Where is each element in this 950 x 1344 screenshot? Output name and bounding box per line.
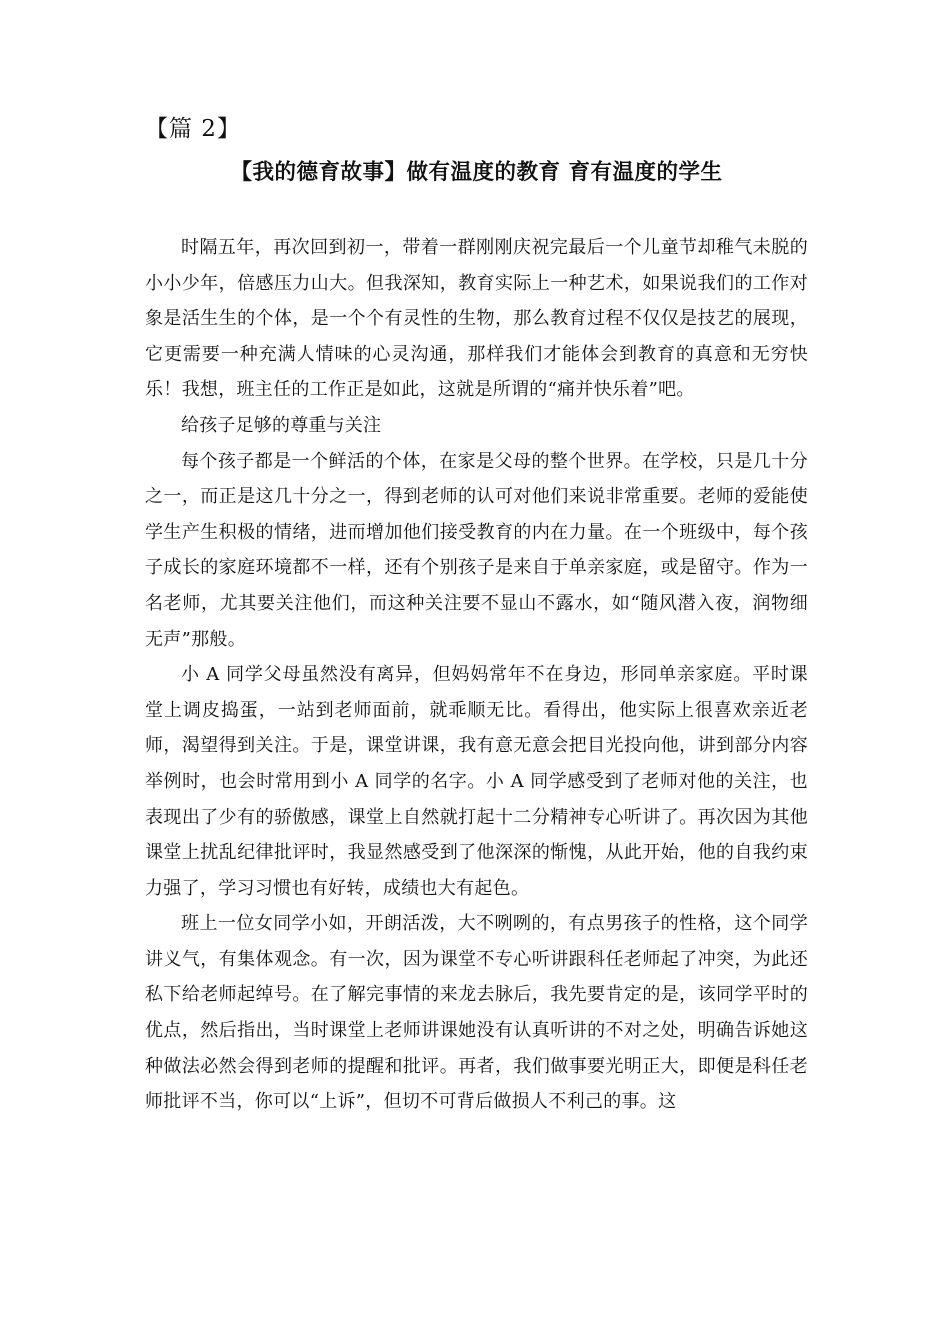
paragraph-student-a: 小 A 同学父母虽然没有离异，但妈妈常年不在身边，形同单亲家庭。平时课堂上调皮捣蛋，一站到老师面前，就乖顺无比。看得出，他实际上很喜欢亲近老师，渴望得到关注。于是，课堂讲课，我有意无意会把目光投向他，讲到部分内容举例时，也会时常用到小 A 同学的名字。小 A 同学感受到了老师对他的关注，也表现出了少有的骄傲感，课堂上自然就打起十二分精神专心听讲了。再次因为其他课堂上扰乱纪律批评时，我显然感受到了他深深的惭愧，从此开始，他的自我约束力强了，学习习惯也有好转，成绩也大有起色。	[145, 664, 808, 899]
paragraph-student-ru: 班上一位女同学小如，开朗活泼，大不咧咧的，有点男孩子的性格，这个同学讲义气，有集体观念。有一次，因为课堂不专心听讲跟科任老师起了冲突，为此还私下给老师起绰号。在了解完事情的来龙去脉后，我先要肯定的是，该同学平时的优点，然后指出，当时课堂上老师讲课她没有认真听讲的不对之处，明确告诉她这种做法必然会得到老师的提醒和批评。再者，我们做事要光明正大，即便是科任老师批评不当，你可以“上诉”，但切不可背后做损人不利己的事。这	[145, 913, 808, 1113]
paragraph-intro: 时隔五年，再次回到初一，带着一群刚刚庆祝完最后一个儿童节却稚气未脱的小小少年，倍感压力山大。但我深知，教育实际上一种艺术，如果说我们的工作对象是活生生的个体，是一个个有灵性的生物，那么教育过程不仅仅是技艺的展现，它更需要一种充满人情味的心灵沟通，那样我们才能体会到教育的真意和无穷快乐！我想，班主任的工作正是如此，这就是所谓的“痛并快乐着”吧。	[145, 237, 808, 401]
paragraph-subheading: 给孩子足够的尊重与关注	[181, 414, 382, 436]
section-label: 【篇 2】	[145, 116, 241, 142]
document-body	[145, 230, 808, 1120]
paragraph-respect: 每个孩子都是一个鲜活的个体，在家是父母的整个世界。在学校，只是几十分之一，而正是这几十分之一，得到老师的认可对他们来说非常重要。老师的爱能使学生产生积极的情绪，进而增加他们接受教育的内在力量。在一个班级中，每个孩子成长的家庭环境都不一样，还有个别孩子是来自于单亲家庭，或是留守。作为一名老师，尤其要关注他们，而这种关注要不显山不露水，如“随风潜入夜，润物细无声”那般。	[145, 450, 808, 650]
document-title: 【我的德育故事】做有温度的教育 育有温度的学生	[230, 160, 723, 185]
